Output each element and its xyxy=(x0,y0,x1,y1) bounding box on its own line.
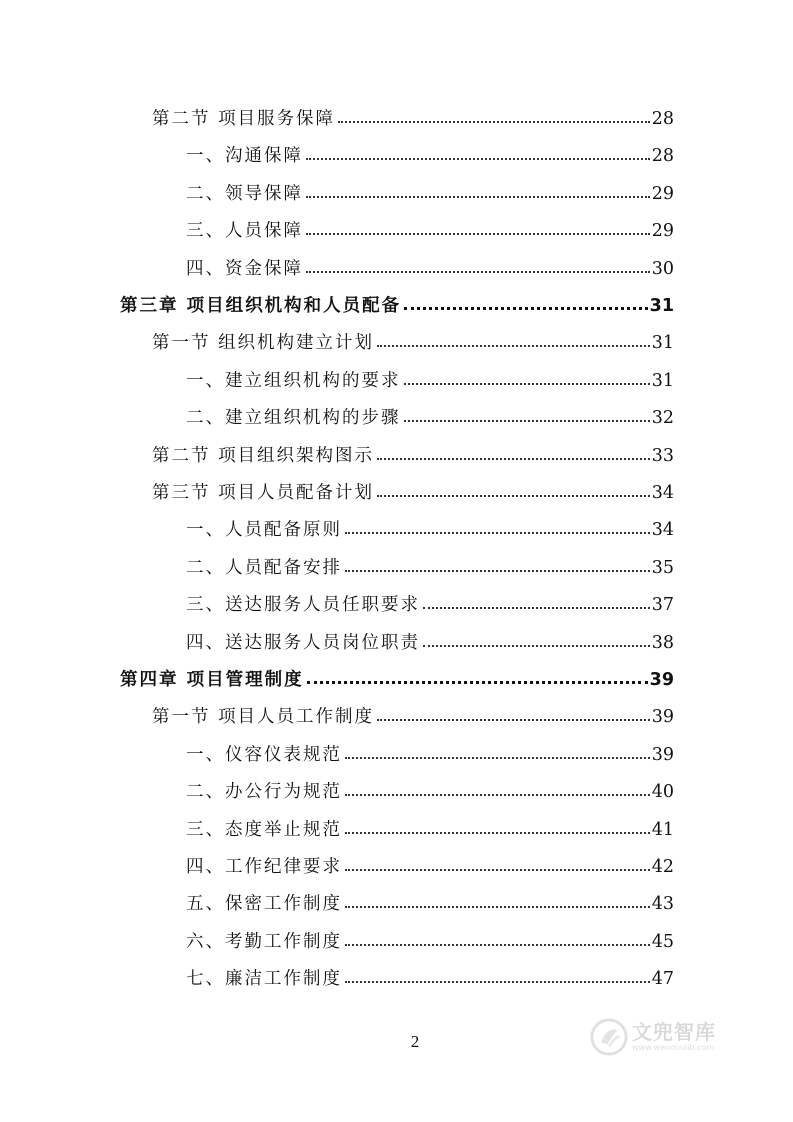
toc-chapter[interactable] xyxy=(120,669,674,691)
toc-entry-label: 第一节 组织机构建立计划 xyxy=(152,333,375,354)
toc-section[interactable] xyxy=(152,332,674,354)
toc-leader-dots xyxy=(377,447,650,461)
toc-leader-dots xyxy=(345,858,650,872)
toc-item[interactable] xyxy=(186,781,674,803)
toc-entry-page: 45 xyxy=(651,931,674,952)
toc-entry-page: 32 xyxy=(651,408,674,429)
toc-item[interactable] xyxy=(186,220,674,242)
toc-item[interactable] xyxy=(186,557,674,579)
toc-entry-label: 三、人员保障 xyxy=(186,221,303,242)
toc-entry-label: 二、办公行为规范 xyxy=(186,782,342,803)
page-number: 2 xyxy=(410,1032,420,1051)
toc-entry-page: 42 xyxy=(651,857,674,877)
toc-section[interactable] xyxy=(152,108,674,130)
toc-item[interactable] xyxy=(186,370,674,392)
toc-entry-label: 四、工作纪律要求 xyxy=(186,857,342,877)
toc-entry-label: 第二节 项目组织架构图示 xyxy=(152,445,375,466)
toc-leader-dots xyxy=(345,559,650,573)
toc-item[interactable] xyxy=(186,744,674,766)
toc-item[interactable] xyxy=(186,258,674,280)
toc-entry-page: 47 xyxy=(651,969,674,990)
watermark-logo-icon xyxy=(590,1018,628,1056)
toc-entry-page: 35 xyxy=(651,557,674,578)
toc-item[interactable] xyxy=(186,183,674,205)
toc-entry-label: 七、廉洁工作制度 xyxy=(186,969,342,990)
toc-item[interactable] xyxy=(186,893,674,915)
toc-entry-page: 43 xyxy=(651,894,674,915)
toc-entry-label: 第二节 项目服务保障 xyxy=(152,109,336,129)
toc-entry-page: 40 xyxy=(651,782,674,803)
toc-leader-dots xyxy=(377,334,650,348)
toc-entry-label: 第四章 项目管理制度 xyxy=(120,670,304,690)
watermark-title: 文兜智库 xyxy=(632,1020,716,1044)
toc-entry-page: 29 xyxy=(651,221,674,242)
toc-leader-dots xyxy=(404,297,648,311)
toc-entry-label: 四、资金保障 xyxy=(186,258,303,279)
watermark-url: www.wendoulib.com xyxy=(632,1043,715,1052)
toc-entry-label: 三、态度举止规范 xyxy=(186,819,342,840)
toc-entry-label: 二、领导保障 xyxy=(186,183,303,204)
toc-entry-label: 六、考勤工作制度 xyxy=(186,931,342,952)
toc-item[interactable] xyxy=(186,519,674,541)
toc-item[interactable] xyxy=(186,407,674,429)
toc-leader-dots xyxy=(423,596,650,610)
toc-section[interactable] xyxy=(152,445,674,467)
toc-section[interactable] xyxy=(152,706,674,728)
toc-item[interactable] xyxy=(186,594,674,616)
toc-leader-dots xyxy=(306,147,650,161)
toc-entry-page: 28 xyxy=(651,109,674,129)
toc-leader-dots xyxy=(377,708,650,722)
toc-leader-dots xyxy=(423,634,650,648)
toc-entry-page: 39 xyxy=(649,670,674,690)
toc-leader-dots xyxy=(345,933,650,947)
toc-entry-page: 30 xyxy=(651,258,674,279)
toc-leader-dots xyxy=(345,521,650,535)
toc-entry-page: 31 xyxy=(651,333,674,354)
toc-entry-label: 四、送达服务人员岗位职责 xyxy=(186,632,420,653)
toc-leader-dots xyxy=(306,185,650,199)
toc-entry-page: 34 xyxy=(651,483,674,503)
toc-item[interactable] xyxy=(186,856,674,878)
toc-entry-label: 二、建立组织机构的步骤 xyxy=(186,408,401,429)
toc-entry-page: 31 xyxy=(649,296,674,316)
toc-item[interactable] xyxy=(186,968,674,990)
toc-chapter[interactable] xyxy=(120,295,674,317)
toc-leader-dots xyxy=(404,372,650,386)
toc-entry-label: 一、建立组织机构的要求 xyxy=(186,370,401,391)
toc-item[interactable] xyxy=(186,819,674,841)
toc-entry-page: 29 xyxy=(651,183,674,204)
toc-entry-page: 31 xyxy=(651,370,674,391)
toc-entry-page: 33 xyxy=(651,445,674,466)
toc-entry-label: 一、仪容仪表规范 xyxy=(186,744,342,765)
watermark xyxy=(590,1018,716,1056)
toc-entry-label: 二、人员配备安排 xyxy=(186,557,342,578)
toc-entry-label: 第三章 项目组织机构和人员配备 xyxy=(120,296,402,316)
toc-entry-page: 41 xyxy=(651,819,674,840)
toc-leader-dots xyxy=(307,671,648,685)
toc-entry-label: 五、保密工作制度 xyxy=(186,894,342,915)
toc-leader-dots xyxy=(345,821,650,835)
toc-entry-page: 38 xyxy=(651,632,674,653)
toc-entry-label: 一、人员配备原则 xyxy=(186,520,342,541)
toc-entry-label: 第一节 项目人员工作制度 xyxy=(152,707,375,728)
toc-item[interactable] xyxy=(186,931,674,953)
toc-entry-page: 39 xyxy=(651,744,674,765)
toc-entry-label: 三、送达服务人员任职要求 xyxy=(186,595,420,616)
toc-entry-label: 一、沟通保障 xyxy=(186,146,303,167)
toc-entry-label: 第三节 项目人员配备计划 xyxy=(152,483,375,503)
toc-leader-dots xyxy=(306,222,650,236)
toc-leader-dots xyxy=(345,970,650,984)
toc-entry-page: 39 xyxy=(651,707,674,728)
toc-leader-dots xyxy=(345,746,650,760)
toc-leader-dots xyxy=(306,260,650,274)
toc-entry-page: 28 xyxy=(651,146,674,167)
toc-leader-dots xyxy=(338,110,650,124)
toc-section[interactable] xyxy=(152,482,674,504)
toc-entry-page: 37 xyxy=(651,595,674,616)
toc-entry-page: 34 xyxy=(651,520,674,541)
toc-leader-dots xyxy=(377,484,650,498)
toc-leader-dots xyxy=(345,783,650,797)
toc-leader-dots xyxy=(345,895,650,909)
toc-item[interactable] xyxy=(186,145,674,167)
toc-item[interactable] xyxy=(186,632,674,654)
toc-leader-dots xyxy=(404,409,650,423)
